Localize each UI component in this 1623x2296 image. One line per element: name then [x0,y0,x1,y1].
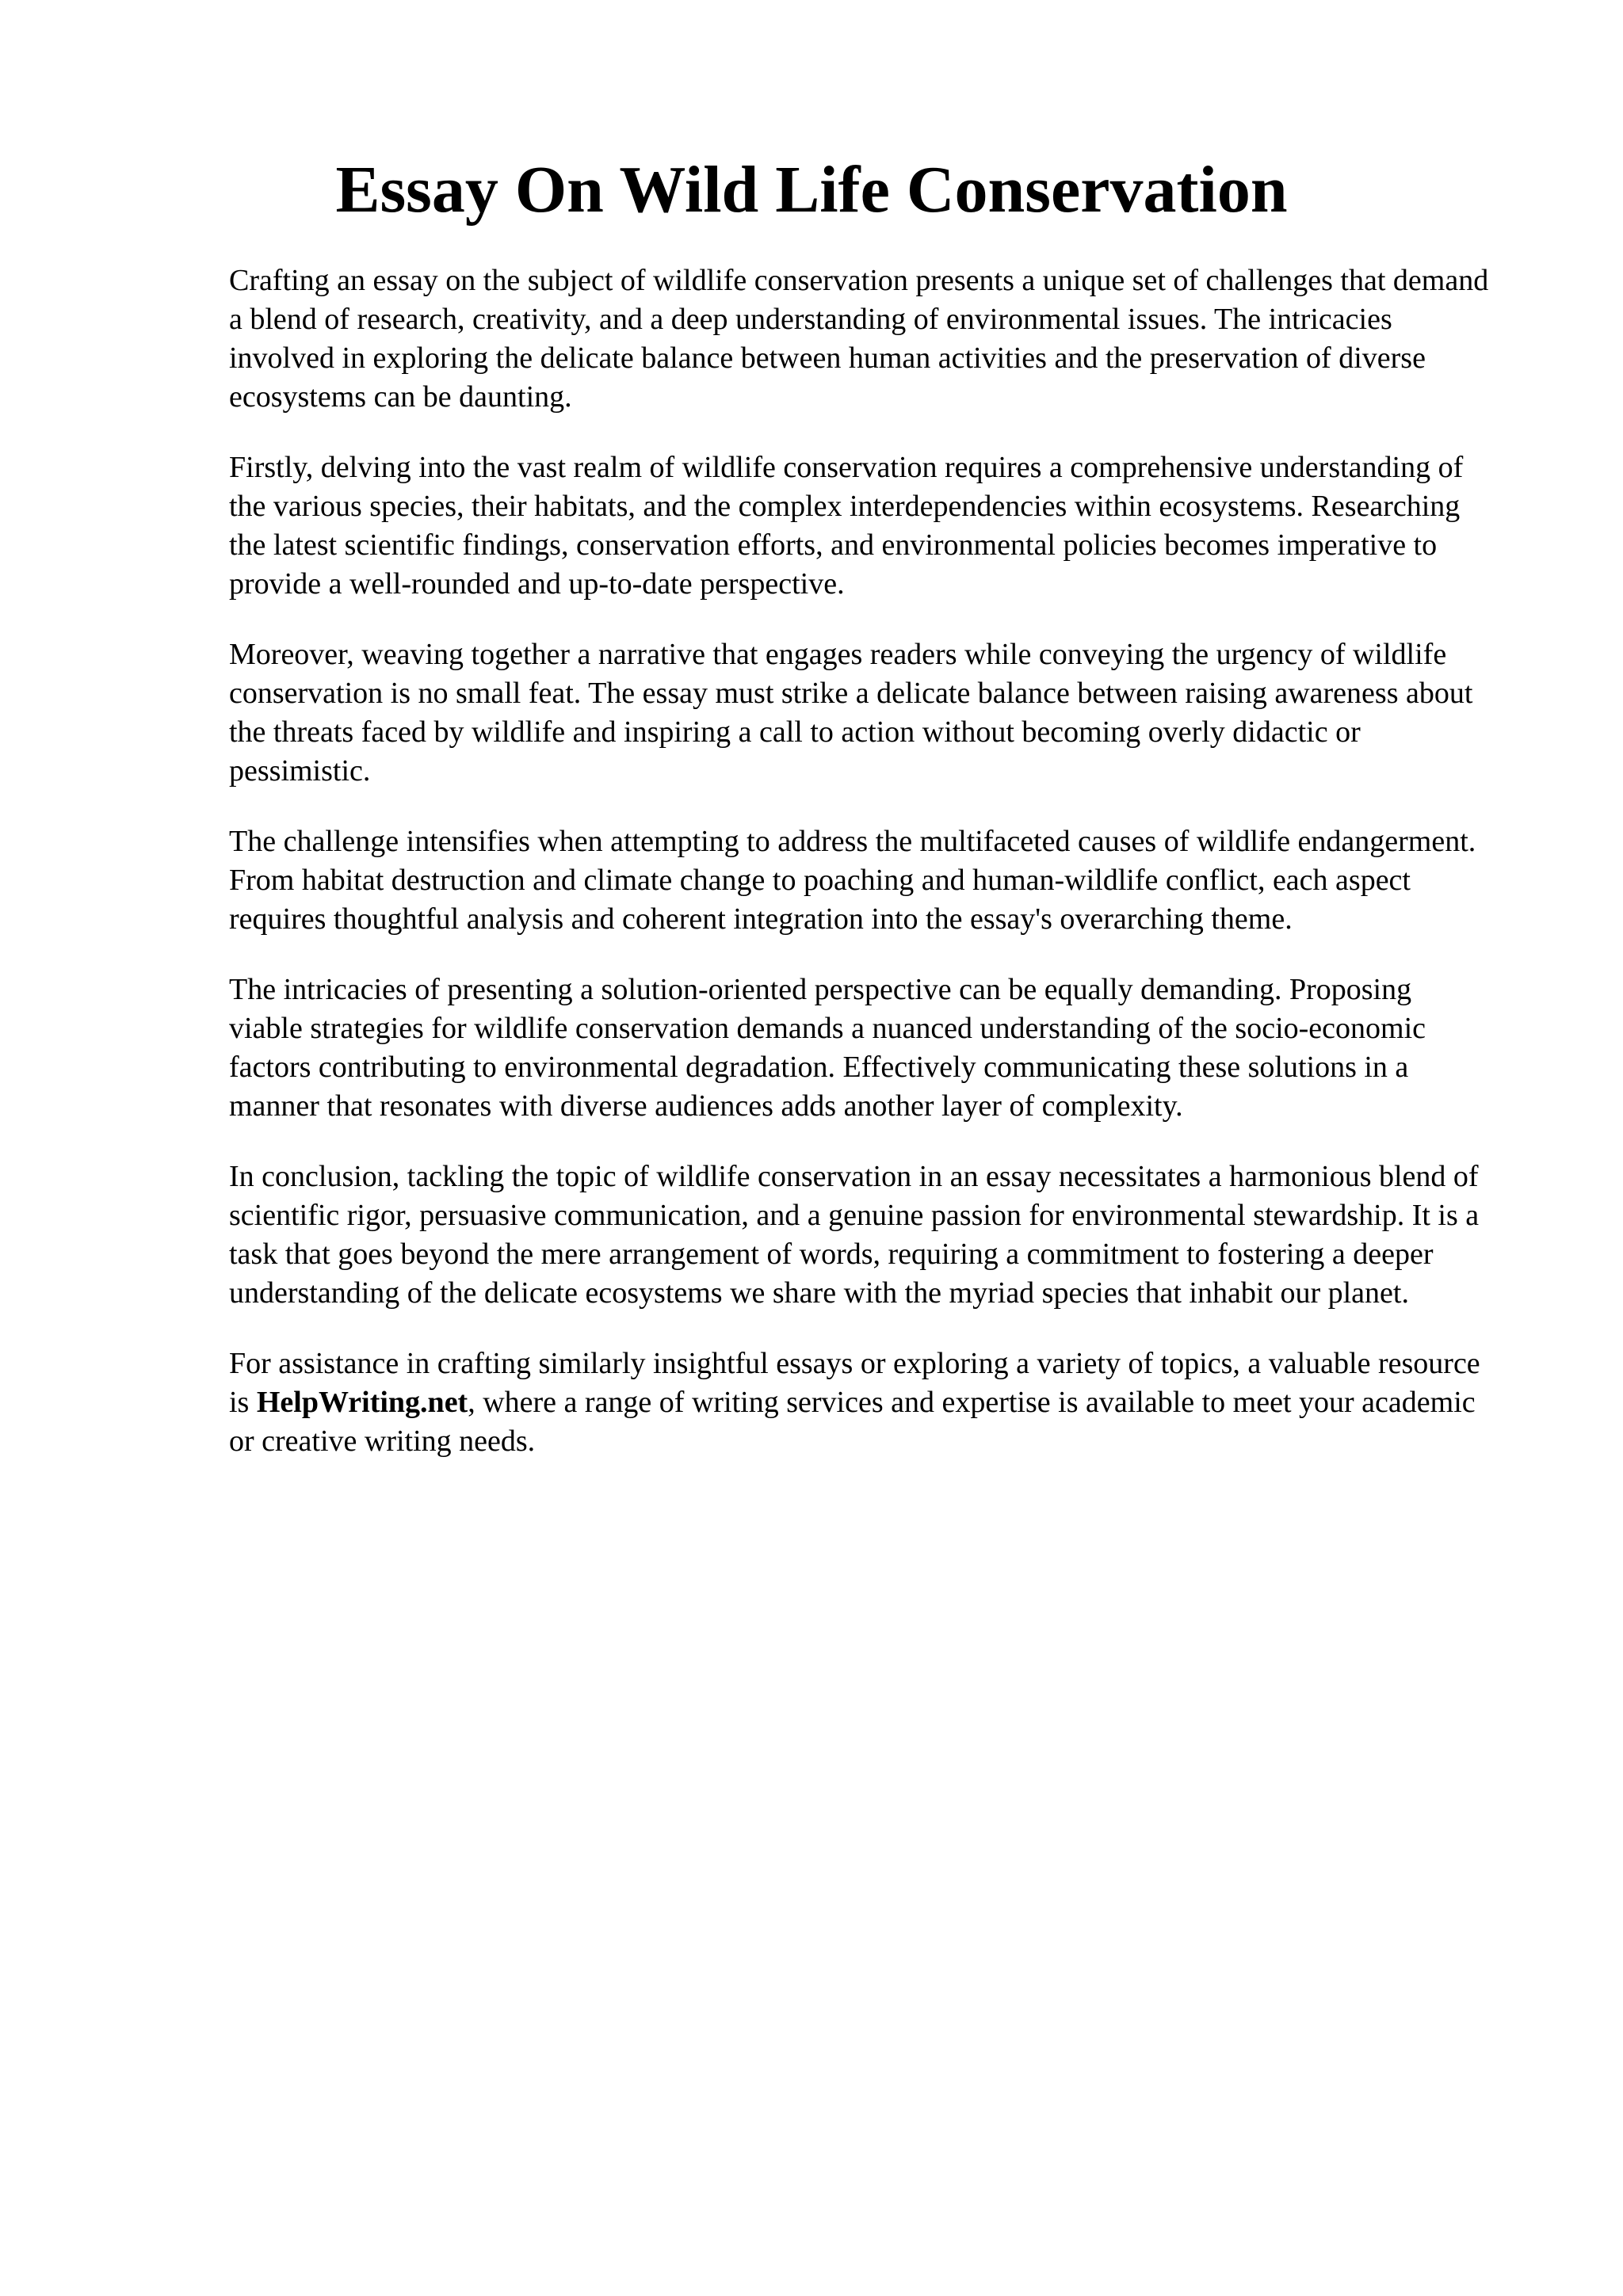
paragraph-research: Firstly, delving into the vast realm of wildlife conservation requires a comprehensive understanding of the various species, their habitats, and the complex interdependencies within ecosystems. Researching the latest scientific findings, conservation efforts, and environmental policies becomes imperative to provide a well-rounded and up-to-date perspective. [229,451,1464,601]
document-body [229,261,1489,1493]
paragraph-causes: The challenge intensifies when attempting to address the multifaceted causes of wildlife endangerment. From habitat destruction and climate change to poaching and human-wildlife conflict, each aspect requires thoughtful analysis and coherent integration into the essay's overarching theme. [229,825,1476,936]
paragraph-solutions: The intricacies of presenting a solution-oriented perspective can be equally demanding. Proposing viable strategies for wildlife conservation demands a nuanced understanding of the socio-economic factors contributing to environmental degradation. Effectively communicating these solutions in a manner that resonates with diverse audiences adds another layer of complexity. [229,973,1426,1123]
closing-text-before: For assistance in crafting similarly insightful essays or exploring a variety of topics, a valuable resource is [229,1347,1480,1419]
brand-link[interactable]: HelpWriting.net [256,1386,468,1419]
closing-text-after: , where a range of writing services and expertise is available to meet your academic or creative writing needs. [229,1386,1476,1458]
paragraph-conclusion: In conclusion, tackling the topic of wildlife conservation in an essay necessitates a harmonious blend of scientific rigor, persuasive communication, and a genuine passion for environmental stewardship. It is a task that goes beyond the mere arrangement of words, requiring a commitment to fostering a deeper understanding of the delicate ecosystems we share with the myriad species that inhabit our planet. [229,1160,1480,1310]
paragraph-narrative: Moreover, weaving together a narrative that engages readers while conveying the urgency of wildlife conservation is no small feat. The essay must strike a delicate balance between raising awareness about the threats faced by wildlife and inspiring a call to action without becoming overly didactic or pessimistic. [229,638,1473,788]
paragraph-closing [229,1344,1489,1461]
paragraph-intro: Crafting an essay on the subject of wildlife conservation presents a unique set of challenges that demand a blend of research, creativity, and a deep understanding of environmental issues. The intricacies involved in exploring the delicate balance between human activities and the preservation of diverse ecosystems can be daunting. [229,264,1489,414]
document-title: Essay On Wild Life Conservation [335,153,1288,227]
